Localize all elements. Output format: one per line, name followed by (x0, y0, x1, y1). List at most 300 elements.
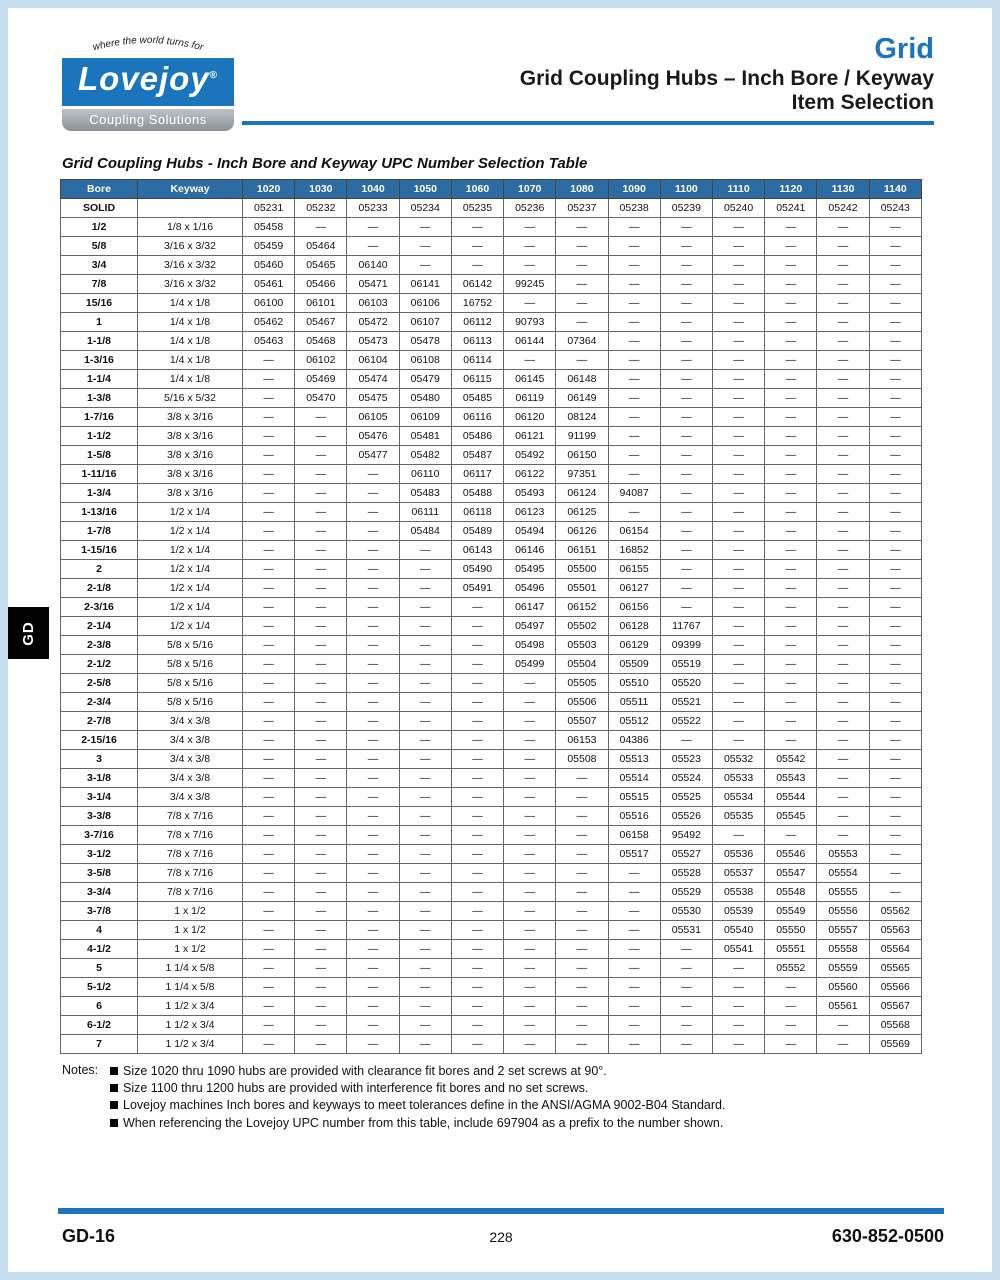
upc-cell: 06118 (451, 502, 503, 521)
upc-cell: — (347, 217, 399, 236)
upc-cell: — (451, 217, 503, 236)
upc-cell: — (295, 711, 347, 730)
upc-cell: — (295, 673, 347, 692)
bore-cell: 3-3/8 (61, 806, 138, 825)
upc-cell: — (347, 825, 399, 844)
column-header: Bore (61, 179, 138, 198)
upc-cell: — (504, 787, 556, 806)
upc-cell: 05474 (347, 369, 399, 388)
upc-cell: — (243, 939, 295, 958)
upc-cell: — (660, 996, 712, 1015)
upc-cell: — (712, 996, 764, 1015)
upc-cell: — (660, 464, 712, 483)
upc-cell: — (295, 901, 347, 920)
keyway-cell: 1/2 x 1/4 (138, 597, 243, 616)
keyway-cell: 1 x 1/2 (138, 901, 243, 920)
upc-cell: — (712, 578, 764, 597)
upc-cell: 05459 (243, 236, 295, 255)
upc-cell: — (556, 882, 608, 901)
upc-cell: 06115 (451, 369, 503, 388)
keyway-cell: 1/2 x 1/4 (138, 540, 243, 559)
page-footer (58, 1208, 944, 1250)
upc-cell: — (660, 369, 712, 388)
upc-cell: 05569 (869, 1034, 921, 1053)
upc-cell: — (399, 635, 451, 654)
upc-cell: 05469 (295, 369, 347, 388)
upc-cell: — (712, 540, 764, 559)
upc-cell: 91199 (556, 426, 608, 445)
upc-cell: — (451, 597, 503, 616)
svg-text:where the world turns for (92, 35, 206, 54)
upc-cell: 06103 (347, 293, 399, 312)
upc-cell: 05517 (608, 844, 660, 863)
upc-cell: — (765, 312, 817, 331)
upc-cell: — (660, 217, 712, 236)
upc-cell: 05472 (347, 312, 399, 331)
upc-cell: — (243, 768, 295, 787)
note-item (110, 1097, 725, 1113)
upc-cell: — (399, 255, 451, 274)
upc-cell: 05480 (399, 388, 451, 407)
page-title: Grid Coupling Hubs – Inch Bore / Keyway (519, 67, 934, 91)
bullet-square-icon (110, 1119, 118, 1127)
upc-cell: 05475 (347, 388, 399, 407)
upc-cell: — (243, 559, 295, 578)
upc-cell: 05482 (399, 445, 451, 464)
upc-cell: 05240 (712, 198, 764, 217)
upc-cell: — (451, 635, 503, 654)
upc-cell: — (451, 977, 503, 996)
upc-cell: — (608, 350, 660, 369)
bore-cell: 3-7/16 (61, 825, 138, 844)
bore-cell: 3 (61, 749, 138, 768)
upc-cell: — (712, 464, 764, 483)
upc-cell: — (295, 1034, 347, 1053)
upc-cell: 05235 (451, 198, 503, 217)
upc-cell: 06147 (504, 597, 556, 616)
table-row (61, 502, 922, 521)
upc-cell: 16852 (608, 540, 660, 559)
section-tab-gd (8, 607, 49, 659)
keyway-cell: 3/8 x 3/16 (138, 445, 243, 464)
upc-cell: — (817, 369, 869, 388)
upc-cell: — (765, 426, 817, 445)
table-row (61, 426, 922, 445)
upc-cell: — (817, 464, 869, 483)
upc-cell: — (347, 616, 399, 635)
keyway-cell: 1/4 x 1/8 (138, 293, 243, 312)
upc-cell: — (765, 521, 817, 540)
upc-cell: 05231 (243, 198, 295, 217)
upc-cell: — (608, 407, 660, 426)
keyway-cell: 3/4 x 3/8 (138, 711, 243, 730)
keyway-cell: 1/8 x 1/16 (138, 217, 243, 236)
upc-cell: 05491 (451, 578, 503, 597)
upc-cell: — (765, 711, 817, 730)
upc-cell: — (817, 635, 869, 654)
upc-cell: — (608, 293, 660, 312)
keyway-cell: 1/2 x 1/4 (138, 616, 243, 635)
upc-cell: 05547 (765, 863, 817, 882)
upc-cell: — (347, 749, 399, 768)
table-row (61, 939, 922, 958)
upc-cell: — (765, 236, 817, 255)
upc-cell: — (869, 806, 921, 825)
upc-cell: — (243, 1034, 295, 1053)
upc-cell: — (869, 445, 921, 464)
upc-cell: — (869, 312, 921, 331)
upc-cell: — (765, 255, 817, 274)
keyway-cell: 3/4 x 3/8 (138, 787, 243, 806)
upc-cell: — (712, 1015, 764, 1034)
column-header: Keyway (138, 179, 243, 198)
upc-cell: — (765, 1034, 817, 1053)
table-row (61, 293, 922, 312)
upc-cell: — (660, 597, 712, 616)
upc-cell: — (556, 863, 608, 882)
upc-cell: — (608, 958, 660, 977)
upc-cell: — (295, 806, 347, 825)
upc-cell: 06148 (556, 369, 608, 388)
upc-cell: — (608, 977, 660, 996)
upc-cell: — (399, 977, 451, 996)
upc-cell: — (243, 1015, 295, 1034)
upc-cell: 05492 (504, 445, 556, 464)
upc-cell: 05458 (243, 217, 295, 236)
upc-cell: — (817, 1015, 869, 1034)
upc-cell: 06149 (556, 388, 608, 407)
upc-cell: — (765, 578, 817, 597)
logo-tagline: where the world turns for (91, 34, 205, 54)
table-row (61, 217, 922, 236)
upc-cell: 05540 (712, 920, 764, 939)
upc-cell: — (608, 939, 660, 958)
upc-cell: — (295, 483, 347, 502)
keyway-cell: 1 1/2 x 3/4 (138, 1034, 243, 1053)
upc-cell: 05490 (451, 559, 503, 578)
upc-cell: 06123 (504, 502, 556, 521)
upc-cell: — (451, 787, 503, 806)
upc-cell: — (243, 426, 295, 445)
upc-cell: 05501 (556, 578, 608, 597)
upc-cell: 11767 (660, 616, 712, 635)
table-header-row (61, 179, 922, 198)
upc-cell: — (504, 692, 556, 711)
upc-cell: — (556, 1015, 608, 1034)
upc-cell: — (765, 977, 817, 996)
upc-cell: — (712, 958, 764, 977)
upc-cell: — (556, 217, 608, 236)
keyway-cell: 3/16 x 3/32 (138, 236, 243, 255)
upc-cell: 05526 (660, 806, 712, 825)
upc-cell: 06121 (504, 426, 556, 445)
upc-cell: — (451, 825, 503, 844)
upc-cell: — (451, 920, 503, 939)
upc-cell: — (660, 293, 712, 312)
bore-cell: 7 (61, 1034, 138, 1053)
upc-cell: 05239 (660, 198, 712, 217)
upc-cell: 05556 (817, 901, 869, 920)
bore-cell: 1-3/16 (61, 350, 138, 369)
upc-cell: — (817, 1034, 869, 1053)
bullet-square-icon (110, 1084, 118, 1092)
upc-cell: 05532 (712, 749, 764, 768)
upc-cell: 06110 (399, 464, 451, 483)
upc-cell: — (347, 635, 399, 654)
upc-cell: — (399, 711, 451, 730)
upc-cell: — (817, 559, 869, 578)
upc-cell: — (608, 901, 660, 920)
upc-cell: — (712, 350, 764, 369)
upc-cell: 06102 (295, 350, 347, 369)
upc-cell: — (399, 787, 451, 806)
upc-cell: — (817, 768, 869, 787)
upc-cell: — (243, 787, 295, 806)
upc-cell: — (869, 502, 921, 521)
keyway-cell: 1 x 1/2 (138, 939, 243, 958)
upc-cell: 05465 (295, 255, 347, 274)
upc-cell: 05232 (295, 198, 347, 217)
upc-cell: — (399, 768, 451, 787)
upc-cell: 06125 (556, 502, 608, 521)
upc-cell: 94087 (608, 483, 660, 502)
upc-cell: 05560 (817, 977, 869, 996)
upc-cell: 06108 (399, 350, 451, 369)
upc-cell: — (504, 977, 556, 996)
upc-cell: — (295, 654, 347, 673)
keyway-cell: 1/2 x 1/4 (138, 559, 243, 578)
upc-cell: — (556, 825, 608, 844)
upc-cell: — (660, 274, 712, 293)
upc-cell: 99245 (504, 274, 556, 293)
upc-cell: 16752 (451, 293, 503, 312)
upc-cell: — (817, 730, 869, 749)
upc-cell: 05496 (504, 578, 556, 597)
upc-cell: — (765, 483, 817, 502)
upc-cell: — (399, 958, 451, 977)
logo-subtitle: Coupling Solutions (62, 106, 234, 131)
upc-cell: 06126 (556, 521, 608, 540)
upc-cell: 05510 (608, 673, 660, 692)
upc-cell: 05461 (243, 274, 295, 293)
upc-cell: — (608, 1015, 660, 1034)
upc-cell: — (712, 426, 764, 445)
upc-cell: — (504, 1034, 556, 1053)
upc-cell: 05529 (660, 882, 712, 901)
upc-cell: — (817, 521, 869, 540)
upc-cell: — (556, 977, 608, 996)
upc-selection-table (60, 179, 922, 1054)
upc-cell: — (504, 844, 556, 863)
upc-cell: — (243, 540, 295, 559)
upc-cell: — (347, 236, 399, 255)
upc-cell: 06104 (347, 350, 399, 369)
upc-cell: 05558 (817, 939, 869, 958)
keyway-cell: 1 1/2 x 3/4 (138, 1015, 243, 1034)
bore-cell: 5 (61, 958, 138, 977)
upc-cell: — (399, 901, 451, 920)
upc-cell: — (869, 749, 921, 768)
upc-cell: — (504, 350, 556, 369)
upc-cell: — (243, 996, 295, 1015)
upc-cell: 05468 (295, 331, 347, 350)
upc-cell: — (869, 483, 921, 502)
upc-cell: 05552 (765, 958, 817, 977)
upc-cell: 06129 (608, 635, 660, 654)
upc-cell: — (504, 996, 556, 1015)
upc-cell: 06124 (556, 483, 608, 502)
upc-cell: — (295, 502, 347, 521)
upc-cell: — (660, 312, 712, 331)
footer-page-number: 228 (489, 1229, 513, 1245)
upc-cell: 05524 (660, 768, 712, 787)
keyway-cell: 7/8 x 7/16 (138, 806, 243, 825)
upc-cell: — (347, 863, 399, 882)
upc-cell: 05479 (399, 369, 451, 388)
upc-cell: — (817, 388, 869, 407)
bore-cell: 3-7/8 (61, 901, 138, 920)
keyway-cell: 1 1/4 x 5/8 (138, 977, 243, 996)
upc-cell: 05462 (243, 312, 295, 331)
upc-cell: 05533 (712, 768, 764, 787)
upc-cell: — (504, 236, 556, 255)
upc-cell: — (660, 958, 712, 977)
upc-cell: — (504, 1015, 556, 1034)
upc-cell: — (608, 863, 660, 882)
bore-cell: 2-7/8 (61, 711, 138, 730)
table-body (61, 198, 922, 1053)
upc-cell: 06109 (399, 407, 451, 426)
upc-cell: — (243, 521, 295, 540)
note-text: Size 1100 thru 1200 hubs are provided with interference fit bores and no set screws. (123, 1081, 589, 1096)
bore-cell: 1-15/16 (61, 540, 138, 559)
upc-cell: — (869, 217, 921, 236)
upc-cell: — (504, 293, 556, 312)
upc-cell: — (243, 635, 295, 654)
upc-cell: — (712, 673, 764, 692)
upc-cell: 05488 (451, 483, 503, 502)
upc-cell: 05546 (765, 844, 817, 863)
column-header: 1060 (451, 179, 503, 198)
bore-cell: 3/4 (61, 255, 138, 274)
upc-cell: — (608, 464, 660, 483)
upc-cell: — (817, 540, 869, 559)
table-row (61, 559, 922, 578)
upc-cell: — (660, 977, 712, 996)
upc-cell: 05555 (817, 882, 869, 901)
upc-cell: — (243, 502, 295, 521)
bore-cell: 1-7/16 (61, 407, 138, 426)
upc-cell: — (712, 312, 764, 331)
page-header (8, 8, 992, 131)
upc-cell: — (817, 711, 869, 730)
upc-cell: — (504, 958, 556, 977)
upc-cell: — (869, 255, 921, 274)
upc-cell: — (817, 331, 869, 350)
bore-cell: 1-13/16 (61, 502, 138, 521)
upc-cell: 05548 (765, 882, 817, 901)
upc-cell: — (869, 388, 921, 407)
upc-cell: 05516 (608, 806, 660, 825)
upc-cell: — (765, 293, 817, 312)
upc-cell: — (869, 464, 921, 483)
upc-cell: — (765, 996, 817, 1015)
upc-cell: — (295, 920, 347, 939)
upc-cell: — (817, 597, 869, 616)
upc-cell: — (869, 236, 921, 255)
upc-cell: — (556, 844, 608, 863)
upc-cell: 06105 (347, 407, 399, 426)
bore-cell: 1-1/4 (61, 369, 138, 388)
upc-cell: — (347, 559, 399, 578)
upc-cell: — (817, 616, 869, 635)
bore-cell: 1-7/8 (61, 521, 138, 540)
upc-cell: — (347, 958, 399, 977)
upc-cell: — (660, 407, 712, 426)
upc-cell: — (660, 1034, 712, 1053)
upc-cell: 06120 (504, 407, 556, 426)
upc-cell: 06128 (608, 616, 660, 635)
upc-cell: 05535 (712, 806, 764, 825)
upc-cell: — (817, 673, 869, 692)
upc-cell: — (504, 768, 556, 787)
upc-cell: — (712, 217, 764, 236)
upc-cell: — (504, 806, 556, 825)
upc-cell: 06100 (243, 293, 295, 312)
upc-cell: — (243, 977, 295, 996)
upc-cell: 06141 (399, 274, 451, 293)
upc-cell: — (243, 445, 295, 464)
upc-cell: — (451, 654, 503, 673)
upc-cell: — (660, 730, 712, 749)
bore-cell: 4-1/2 (61, 939, 138, 958)
upc-cell: — (295, 730, 347, 749)
upc-cell: — (295, 540, 347, 559)
upc-cell: 05494 (504, 521, 556, 540)
table-row (61, 350, 922, 369)
column-header: 1090 (608, 179, 660, 198)
upc-cell: — (451, 711, 503, 730)
upc-cell: — (556, 255, 608, 274)
upc-cell: 05471 (347, 274, 399, 293)
upc-cell: — (712, 236, 764, 255)
upc-cell: — (660, 350, 712, 369)
bore-cell: 1-5/8 (61, 445, 138, 464)
keyway-cell: 5/8 x 5/16 (138, 635, 243, 654)
upc-cell: — (347, 768, 399, 787)
upc-cell: — (712, 692, 764, 711)
upc-cell: 06112 (451, 312, 503, 331)
table-row (61, 1034, 922, 1053)
upc-cell: — (243, 882, 295, 901)
upc-cell: 05563 (869, 920, 921, 939)
upc-cell: — (817, 578, 869, 597)
upc-cell: — (399, 825, 451, 844)
keyway-cell: 3/8 x 3/16 (138, 407, 243, 426)
bore-cell: 2-5/8 (61, 673, 138, 692)
upc-cell: — (765, 1015, 817, 1034)
table-row (61, 331, 922, 350)
upc-cell: — (399, 996, 451, 1015)
logo-text: Lovejoy (77, 60, 210, 97)
upc-cell: — (347, 901, 399, 920)
upc-cell: 05470 (295, 388, 347, 407)
bore-cell: 1-1/8 (61, 331, 138, 350)
catalog-page (8, 8, 992, 1272)
table-row (61, 369, 922, 388)
upc-cell: — (295, 597, 347, 616)
upc-cell: — (765, 540, 817, 559)
